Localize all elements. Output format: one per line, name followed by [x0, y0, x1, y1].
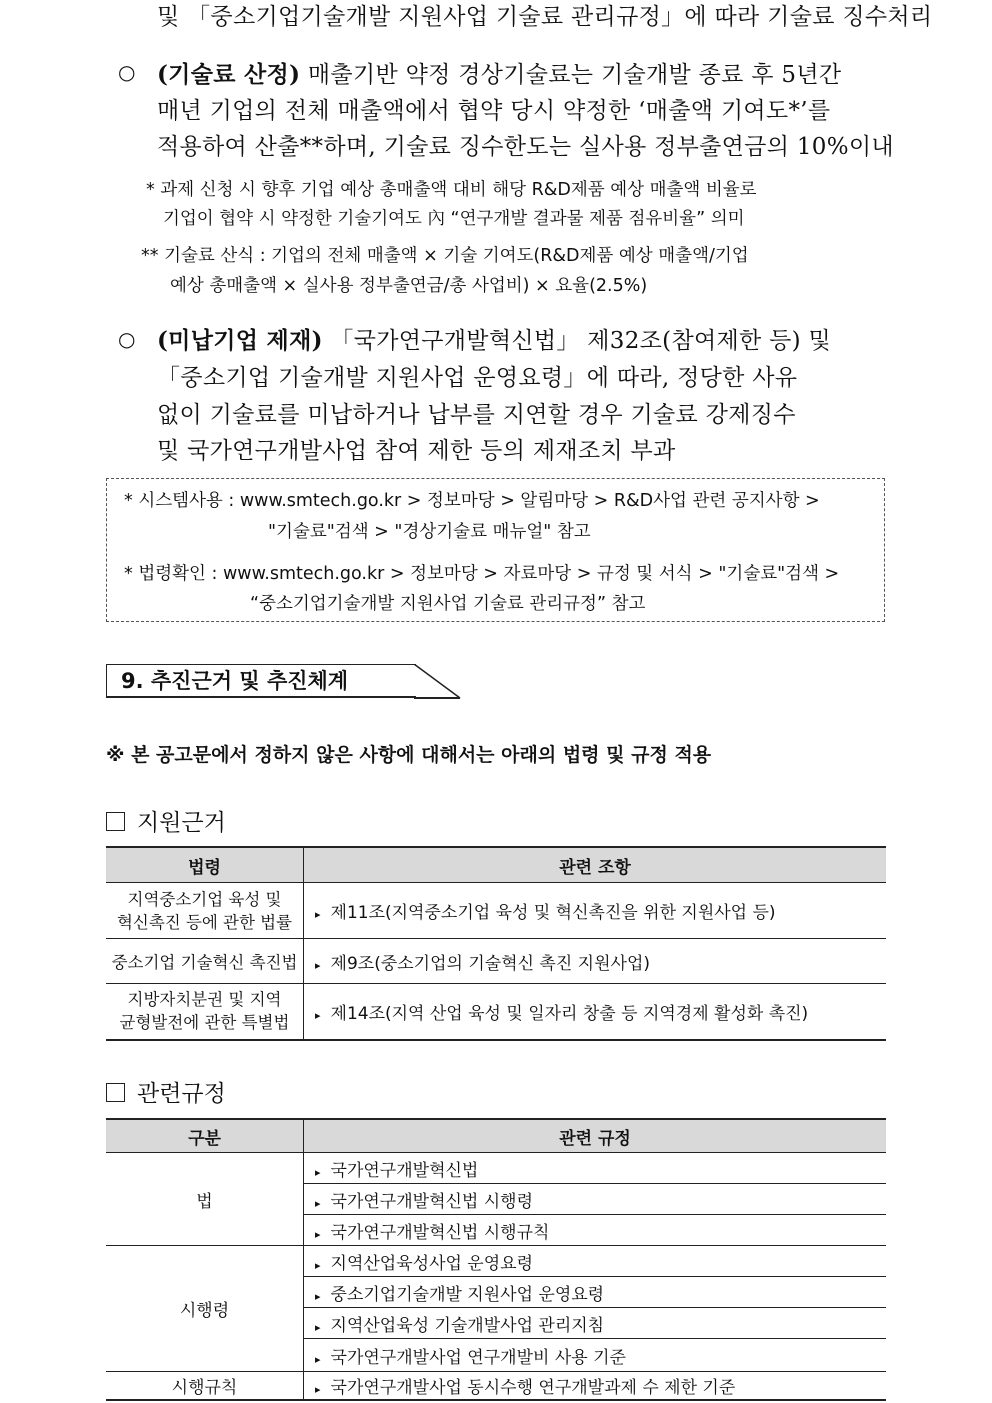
triangle-bullet-icon: ▸ [315, 1320, 321, 1334]
regulation-cell [304, 1372, 887, 1401]
fee-calc-heading: (기술료 산정) [157, 61, 301, 88]
article-cell [304, 939, 887, 984]
triangle-bullet-icon: ▸ [315, 958, 321, 972]
bullet-circle: ○ [118, 327, 136, 351]
table-row [106, 1246, 886, 1277]
sanction-text1: 「국가연구개발혁신법」 제32조(참여제한 등) 및 [330, 328, 832, 354]
regulation-cell [304, 1153, 887, 1184]
triangle-bullet-icon: ▸ [315, 1352, 321, 1366]
triangle-bullet-icon: ▸ [315, 908, 321, 921]
triangle-bullet-icon: ▸ [315, 1008, 321, 1022]
article-cell [304, 984, 887, 1040]
regulation-text: 국가연구개발혁신법 [330, 1160, 479, 1181]
col-header-category: 구분 [106, 1119, 304, 1153]
regulation-text: 지역산업육성 기술개발사업 관리지침 [330, 1315, 605, 1336]
fee-calc-line3: 적용하여 산출**하며, 기술료 징수한도는 실사용 정부출연금의 10%이내 [157, 134, 894, 160]
fee-note1-line1: * 과제 신청 시 향후 기업 예상 총매출액 대비 해당 R&D제품 예상 매출액 비율로 [146, 180, 757, 200]
sanction-line3: 없이 기술료를 미납하거나 납부를 지연할 경우 기술료 강제징수 [157, 402, 796, 428]
regulations-heading [106, 1075, 226, 1108]
support-basis-heading [106, 804, 226, 837]
law-name-line: 지방자치분권 및 지역 [127, 990, 282, 1010]
regulation-cell [304, 1339, 887, 1372]
col-header-law: 법령 [106, 847, 304, 883]
regulations-label: 관련규정 [137, 1081, 226, 1107]
sanction-line1 [157, 322, 831, 355]
section-tab-slant [106, 664, 466, 700]
regulation-text: 국가연구개발사업 동시수행 연구개발과제 수 제한 기준 [330, 1378, 736, 1398]
sanction-line2: 「중소기업 기술개발 지원사업 운영요령」에 따라, 정당한 사유 [157, 365, 798, 391]
category-cell: 법 [106, 1153, 304, 1246]
info-item2-line1: * 법령확인 : www.smtech.go.kr > 정보마당 > 자료마당 > 규정 및 서식 > "기술료"검색 > [124, 564, 840, 584]
checkbox-square-icon [106, 1083, 125, 1102]
section-title: 9. 추진근거 및 추진체계 [106, 664, 416, 698]
triangle-bullet-icon: ▸ [315, 1289, 321, 1303]
article-text: 제9조(중소기업의 기술혁신 촉진 지원사업) [330, 953, 650, 974]
sanction-line4: 및 국가연구개발사업 참여 제한 등의 제재조치 부과 [157, 438, 676, 464]
law-cell [106, 984, 304, 1040]
law-cell [106, 939, 304, 984]
fee-calc-line2: 매년 기업의 전체 매출액에서 협약 당시 약정한 ‘매출액 기여도*’를 [157, 98, 831, 124]
law-cell [106, 883, 304, 939]
table-row [106, 1372, 886, 1401]
triangle-bullet-icon: ▸ [315, 1258, 321, 1272]
article-text: 제14조(지역 산업 육성 및 일자리 창출 등 지역경제 활성화 촉진) [330, 1003, 809, 1024]
table-row [106, 984, 886, 1040]
regulations-table [106, 1118, 886, 1401]
triangle-bullet-icon: ▸ [315, 1383, 321, 1396]
regulation-cell [304, 1215, 887, 1246]
triangle-bullet-icon: ▸ [315, 1196, 321, 1210]
regulation-cell [304, 1277, 887, 1308]
col-header-article: 관련 조항 [304, 847, 887, 883]
info-item2-line2: “중소기업기술개발 지원사업 기술료 관리규정” 참고 [250, 594, 646, 614]
triangle-bullet-icon: ▸ [315, 1165, 321, 1179]
category-cell: 시행규칙 [106, 1372, 304, 1401]
triangle-bullet-icon: ▸ [315, 1227, 321, 1241]
fee-calc-text1: 매출기반 약정 경상기술료는 기술개발 종료 후 5년간 [307, 62, 842, 88]
regulation-text: 지역산업육성사업 운영요령 [330, 1253, 533, 1274]
table-row [106, 883, 886, 939]
law-name-line: 지역중소기업 육성 및 [127, 889, 282, 909]
table-row [106, 939, 886, 984]
law-name-line: 혁신촉진 등에 관한 법률 [116, 912, 293, 932]
regulation-text: 중소기업기술개발 지원사업 운영요령 [330, 1284, 605, 1305]
col-header-regulation: 관련 규정 [304, 1119, 887, 1153]
article-cell [304, 883, 887, 939]
support-basis-label: 지원근거 [137, 810, 226, 836]
law-name-line: 중소기업 기술혁신 촉진법 [111, 953, 298, 972]
support-basis-table [106, 846, 886, 1041]
top-continuation-line: 및 「중소기업기술개발 지원사업 기술료 관리규정」에 따라 기술료 징수처리 [157, 4, 933, 30]
notice-text: ※ 본 공고문에서 정하지 않은 사항에 대해서는 아래의 법령 및 규정 적용 [106, 744, 712, 766]
regulation-cell [304, 1184, 887, 1215]
fee-calc-line1 [157, 56, 841, 89]
article-text: 제11조(지역중소기업 육성 및 혁신촉진을 위한 지원사업 등) [330, 903, 776, 923]
category-cell: 시행령 [106, 1246, 304, 1372]
regulation-text: 국가연구개발사업 연구개발비 사용 기준 [330, 1347, 626, 1368]
checkbox-square-icon [106, 812, 125, 831]
regulation-text: 국가연구개발혁신법 시행규칙 [330, 1222, 550, 1243]
info-item1-line1: * 시스템사용 : www.smtech.go.kr > 정보마당 > 알림마당 > R&D사업 관련 공지사항 > [124, 491, 820, 511]
fee-note1-line2: 기업이 협약 시 약정한 기술기여도 內 “연구개발 결과물 제품 점유비율” 의미 [163, 209, 745, 229]
regulation-cell [304, 1246, 887, 1277]
table-row [106, 1153, 886, 1184]
fee-note2-line1: ** 기술료 산식 : 기업의 전체 매출액 × 기술 기여도(R&D제품 예상 매출액/기업 [141, 246, 749, 266]
sanction-heading: (미납기업 제재) [157, 327, 323, 354]
law-name-line: 균형발전에 관한 특별법 [119, 1013, 290, 1033]
info-item1-line2: "기술료"검색 > "경상기술료 매뉴얼" 참고 [268, 522, 591, 542]
bullet-circle: ○ [118, 60, 136, 84]
regulation-cell [304, 1308, 887, 1339]
fee-note2-line2: 예상 총매출액 × 실사용 정부출연금/총 사업비) × 요율(2.5%) [170, 276, 648, 296]
regulation-text: 국가연구개발혁신법 시행령 [330, 1191, 533, 1212]
